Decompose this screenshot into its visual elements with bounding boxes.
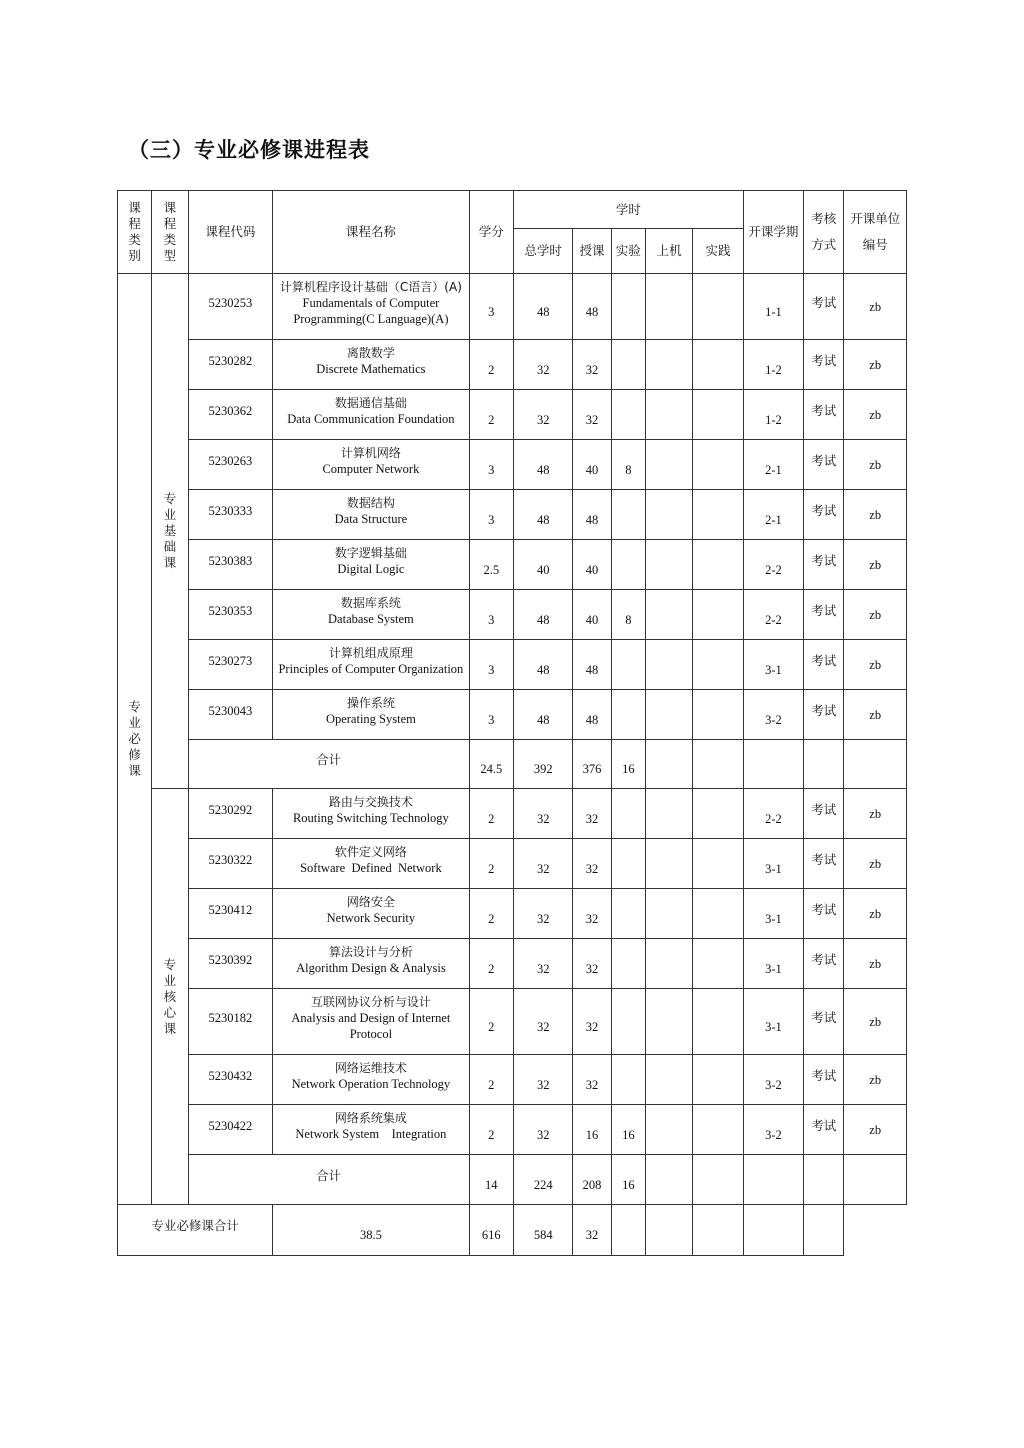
practice-cell (693, 340, 743, 390)
header-credit: 学分 (469, 191, 513, 274)
course-name (273, 390, 469, 440)
computer-cell (645, 889, 692, 939)
exam-cell: 考试 (804, 839, 844, 889)
course-name (273, 690, 469, 740)
dept-cell: zb (844, 690, 907, 740)
course-name (273, 440, 469, 490)
practice-cell (693, 839, 743, 889)
course-name (273, 274, 469, 340)
table-row (118, 1105, 907, 1155)
credit-cell: 2 (469, 989, 513, 1055)
exam-cell: 考试 (804, 340, 844, 390)
grand-total-credit: 38.5 (273, 1205, 469, 1256)
course-name-zh: 网络系统集成 (334, 1110, 407, 1125)
practice-cell (693, 490, 743, 540)
course-name-zh: 网络运维技术 (334, 1060, 407, 1075)
exam-cell: 考试 (804, 590, 844, 640)
grand-total-label: 专业必修课合计 (118, 1205, 273, 1256)
dept-cell: zb (844, 340, 907, 390)
course-name-en: Digital Logic (337, 561, 405, 576)
computer-cell (645, 440, 692, 490)
course-code: 5230333 (188, 490, 273, 540)
header-type: 课 程 类 型 (152, 191, 188, 274)
total-hours-cell: 48 (513, 274, 572, 340)
computer-cell (645, 1105, 692, 1155)
subtotal-lecture: 376 (573, 740, 611, 789)
computer-cell (645, 839, 692, 889)
semester-cell: 2-1 (743, 490, 803, 540)
course-code: 5230362 (188, 390, 273, 440)
course-name-en: Database System (328, 611, 414, 626)
course-name-zh: 互联网协议分析与设计 (310, 994, 431, 1009)
practice-cell (693, 789, 743, 839)
course-name-zh: 计算机网络 (340, 445, 401, 460)
lab-cell: 8 (611, 440, 645, 490)
grand-total-computer (611, 1205, 645, 1256)
semester-cell: 1-1 (743, 274, 803, 340)
course-name (273, 540, 469, 590)
dept-cell: zb (844, 1055, 907, 1105)
semester-cell: 3-1 (743, 939, 803, 989)
practice-cell (693, 989, 743, 1055)
course-name-zh: 数据结构 (346, 495, 395, 510)
course-name-zh: 路由与交换技术 (328, 794, 413, 809)
computer-cell (645, 690, 692, 740)
exam-cell: 考试 (804, 640, 844, 690)
semester-cell: 2-2 (743, 590, 803, 640)
credit-cell: 2 (469, 889, 513, 939)
semester-cell: 3-1 (743, 889, 803, 939)
lecture-cell: 48 (573, 490, 611, 540)
grand-total-practice (645, 1205, 692, 1256)
lecture-cell: 40 (573, 540, 611, 590)
practice-cell (693, 540, 743, 590)
practice-cell (693, 889, 743, 939)
computer-cell (645, 274, 692, 340)
category-cell: 专 业 必 修 课 (118, 274, 152, 1205)
table-row (118, 540, 907, 590)
header-lecture: 授课 (573, 229, 611, 274)
type-cell: 专 业 核 心 课 (152, 789, 188, 1205)
lecture-cell: 32 (573, 789, 611, 839)
grand-total-semester (693, 1205, 743, 1256)
subtotal-credit: 24.5 (469, 740, 513, 789)
course-code: 5230353 (188, 590, 273, 640)
dept-cell: zb (844, 789, 907, 839)
grand-total-row (118, 1205, 907, 1256)
lecture-cell: 48 (573, 274, 611, 340)
subtotal-practice (693, 740, 743, 789)
table-row (118, 939, 907, 989)
course-code: 5230182 (188, 989, 273, 1055)
subtotal-label: 合计 (188, 1155, 469, 1205)
total-hours-cell: 48 (513, 690, 572, 740)
credit-cell: 2 (469, 839, 513, 889)
lecture-cell: 32 (573, 1055, 611, 1105)
subtotal-dept (844, 740, 907, 789)
lecture-cell: 40 (573, 440, 611, 490)
header-name: 课程名称 (273, 191, 469, 274)
credit-cell: 3 (469, 590, 513, 640)
credit-cell: 2 (469, 1105, 513, 1155)
subtotal-row (118, 1155, 907, 1205)
subtotal-lab: 16 (611, 1155, 645, 1205)
semester-cell: 2-2 (743, 540, 803, 590)
grand-total-exam (743, 1205, 803, 1256)
course-code: 5230383 (188, 540, 273, 590)
table-row (118, 789, 907, 839)
header-category: 课 程 类 别 (118, 191, 152, 274)
course-name-zh: 网络安全 (346, 894, 395, 909)
total-hours-cell: 32 (513, 839, 572, 889)
header-semester: 开课学期 (743, 191, 803, 274)
course-code: 5230292 (188, 789, 273, 839)
subtotal-total-hours: 392 (513, 740, 572, 789)
dept-cell: zb (844, 274, 907, 340)
lab-cell (611, 490, 645, 540)
exam-cell: 考试 (804, 1055, 844, 1105)
header-code: 课程代码 (188, 191, 273, 274)
credit-cell: 2 (469, 340, 513, 390)
practice-cell (693, 1105, 743, 1155)
dept-cell: zb (844, 540, 907, 590)
course-name (273, 889, 469, 939)
course-code: 5230043 (188, 690, 273, 740)
computer-cell (645, 340, 692, 390)
table-row (118, 889, 907, 939)
subtotal-dept (844, 1155, 907, 1205)
table-row (118, 590, 907, 640)
exam-cell: 考试 (804, 540, 844, 590)
course-code: 5230273 (188, 640, 273, 690)
subtotal-total-hours: 224 (513, 1155, 572, 1205)
header-practice: 实践 (693, 229, 743, 274)
semester-cell: 1-2 (743, 390, 803, 440)
lab-cell (611, 390, 645, 440)
subtotal-label: 合计 (188, 740, 469, 789)
total-hours-cell: 32 (513, 1055, 572, 1105)
lab-cell (611, 274, 645, 340)
course-name-en: Routing Switching Technology (292, 810, 449, 825)
credit-cell: 3 (469, 690, 513, 740)
course-name (273, 340, 469, 390)
subtotal-semester (743, 1155, 803, 1205)
lecture-cell: 48 (573, 690, 611, 740)
exam-cell: 考试 (804, 274, 844, 340)
computer-cell (645, 540, 692, 590)
course-name-en: Principles of Computer Organization (278, 661, 464, 676)
course-name-zh: 计算机组成原理 (328, 645, 413, 660)
total-hours-cell: 32 (513, 390, 572, 440)
total-hours-cell: 48 (513, 590, 572, 640)
course-name-en: Data Communication Foundation (287, 411, 455, 426)
course-name-zh: 数字逻辑基础 (334, 545, 407, 560)
subtotal-computer (645, 740, 692, 789)
header-lab: 实验 (611, 229, 645, 274)
subtotal-lecture: 208 (573, 1155, 611, 1205)
grand-total-lecture: 584 (513, 1205, 572, 1256)
lab-cell (611, 839, 645, 889)
exam-cell: 考试 (804, 989, 844, 1055)
total-hours-cell: 48 (513, 640, 572, 690)
total-hours-cell: 32 (513, 789, 572, 839)
lecture-cell: 32 (573, 390, 611, 440)
semester-cell: 3-2 (743, 1055, 803, 1105)
exam-cell: 考试 (804, 1105, 844, 1155)
credit-cell: 3 (469, 274, 513, 340)
lab-cell: 8 (611, 590, 645, 640)
credit-cell: 3 (469, 490, 513, 540)
subtotal-lab: 16 (611, 740, 645, 789)
total-hours-cell: 32 (513, 340, 572, 390)
lecture-cell: 16 (573, 1105, 611, 1155)
credit-cell: 3 (469, 440, 513, 490)
course-name-zh: 数据库系统 (340, 595, 401, 610)
lab-cell (611, 1055, 645, 1105)
lecture-cell: 40 (573, 590, 611, 640)
credit-cell: 2.5 (469, 540, 513, 590)
credit-cell: 3 (469, 640, 513, 690)
semester-cell: 2-2 (743, 789, 803, 839)
total-hours-cell: 48 (513, 440, 572, 490)
practice-cell (693, 640, 743, 690)
course-name-zh: 离散数学 (346, 345, 395, 360)
subtotal-practice (693, 1155, 743, 1205)
subtotal-computer (645, 1155, 692, 1205)
lecture-cell: 32 (573, 839, 611, 889)
total-hours-cell: 32 (513, 989, 572, 1055)
lab-cell (611, 939, 645, 989)
total-hours-cell: 40 (513, 540, 572, 590)
semester-cell: 3-1 (743, 640, 803, 690)
total-hours-cell: 32 (513, 1105, 572, 1155)
course-code: 5230282 (188, 340, 273, 390)
grand-total-total-hours: 616 (469, 1205, 513, 1256)
lecture-cell: 32 (573, 889, 611, 939)
total-hours-cell: 48 (513, 490, 572, 540)
course-code: 5230422 (188, 1105, 273, 1155)
course-name-en: Algorithm Design & Analysis (296, 960, 446, 975)
course-name-en: Analysis and Design of Internet Protocol (291, 1010, 454, 1041)
dept-cell: zb (844, 989, 907, 1055)
lecture-cell: 32 (573, 939, 611, 989)
table-row (118, 440, 907, 490)
course-name-zh: 算法设计与分析 (328, 944, 413, 959)
course-name-zh: 操作系统 (346, 695, 395, 710)
course-name-en: Operating System (325, 711, 416, 726)
exam-cell: 考试 (804, 939, 844, 989)
course-code: 5230412 (188, 889, 273, 939)
course-schedule-table (117, 190, 907, 1256)
course-name-zh: 软件定义网络 (334, 844, 407, 859)
computer-cell (645, 590, 692, 640)
practice-cell (693, 939, 743, 989)
course-name-en: Network Security (326, 910, 416, 925)
computer-cell (645, 1055, 692, 1105)
course-name-en: Fundamentals of Computer Programming(C Language)(A) (293, 295, 449, 326)
computer-cell (645, 789, 692, 839)
course-name (273, 939, 469, 989)
course-name-en: Network Operation Technology (291, 1076, 451, 1091)
semester-cell: 3-1 (743, 839, 803, 889)
practice-cell (693, 1055, 743, 1105)
computer-cell (645, 390, 692, 440)
header-total-hours: 总学时 (513, 229, 572, 274)
table-row (118, 1055, 907, 1105)
exam-cell: 考试 (804, 690, 844, 740)
lecture-cell: 32 (573, 989, 611, 1055)
exam-cell: 考试 (804, 390, 844, 440)
lab-cell (611, 540, 645, 590)
lab-cell (611, 989, 645, 1055)
course-name-zh: 数据通信基础 (334, 395, 407, 410)
credit-cell: 2 (469, 1055, 513, 1105)
semester-cell: 1-2 (743, 340, 803, 390)
lecture-cell: 32 (573, 340, 611, 390)
practice-cell (693, 690, 743, 740)
exam-cell: 考试 (804, 889, 844, 939)
course-code: 5230263 (188, 440, 273, 490)
dept-cell: zb (844, 1105, 907, 1155)
computer-cell (645, 939, 692, 989)
course-name-en: Software Defined Network (300, 860, 442, 875)
course-code: 5230253 (188, 274, 273, 340)
grand-total-dept (804, 1205, 844, 1256)
exam-cell: 考试 (804, 440, 844, 490)
course-name-zh: 计算机程序设计基础（C语言）(A) (279, 279, 462, 294)
subtotal-exam (804, 740, 844, 789)
course-name (273, 590, 469, 640)
course-name-en: Computer Network (322, 461, 420, 476)
course-name-en: Data Structure (334, 511, 408, 526)
dept-cell: zb (844, 939, 907, 989)
lab-cell (611, 789, 645, 839)
dept-cell: zb (844, 640, 907, 690)
table-row (118, 274, 907, 340)
computer-cell (645, 640, 692, 690)
computer-cell (645, 490, 692, 540)
practice-cell (693, 440, 743, 490)
practice-cell (693, 390, 743, 440)
practice-cell (693, 590, 743, 640)
table-row (118, 390, 907, 440)
dept-cell: zb (844, 889, 907, 939)
dept-cell: zb (844, 839, 907, 889)
type-cell: 专 业 基 础 课 (152, 274, 188, 789)
course-name (273, 989, 469, 1055)
lab-cell (611, 889, 645, 939)
table-row (118, 690, 907, 740)
total-hours-cell: 32 (513, 889, 572, 939)
table-row (118, 490, 907, 540)
course-name (273, 789, 469, 839)
lab-cell (611, 340, 645, 390)
semester-cell: 3-1 (743, 989, 803, 1055)
subtotal-credit: 14 (469, 1155, 513, 1205)
credit-cell: 2 (469, 789, 513, 839)
table-row (118, 989, 907, 1055)
course-name-en: Network System Integration (295, 1126, 447, 1141)
computer-cell (645, 989, 692, 1055)
semester-cell: 3-2 (743, 690, 803, 740)
header-exam: 考核 方式 (804, 191, 844, 274)
lab-cell: 16 (611, 1105, 645, 1155)
lecture-cell: 48 (573, 640, 611, 690)
exam-cell: 考试 (804, 789, 844, 839)
subtotal-semester (743, 740, 803, 789)
semester-cell: 2-1 (743, 440, 803, 490)
semester-cell: 3-2 (743, 1105, 803, 1155)
course-name (273, 1105, 469, 1155)
practice-cell (693, 274, 743, 340)
course-name (273, 490, 469, 540)
course-code: 5230432 (188, 1055, 273, 1105)
subtotal-row (118, 740, 907, 789)
dept-cell: zb (844, 590, 907, 640)
course-name (273, 839, 469, 889)
course-name (273, 640, 469, 690)
course-code: 5230392 (188, 939, 273, 989)
dept-cell: zb (844, 490, 907, 540)
grand-total-lab: 32 (573, 1205, 611, 1256)
table-row (118, 640, 907, 690)
subtotal-exam (804, 1155, 844, 1205)
exam-cell: 考试 (804, 490, 844, 540)
header-hours: 学时 (513, 191, 743, 229)
header-computer: 上机 (645, 229, 692, 274)
lab-cell (611, 690, 645, 740)
total-hours-cell: 32 (513, 939, 572, 989)
dept-cell: zb (844, 440, 907, 490)
lab-cell (611, 640, 645, 690)
course-name-en: Discrete Mathematics (316, 361, 426, 376)
course-code: 5230322 (188, 839, 273, 889)
page-title: （三）专业必修课进程表 (128, 138, 370, 162)
header-dept: 开课单位 编号 (844, 191, 907, 274)
table-row (118, 839, 907, 889)
credit-cell: 2 (469, 390, 513, 440)
credit-cell: 2 (469, 939, 513, 989)
course-name (273, 1055, 469, 1105)
dept-cell: zb (844, 390, 907, 440)
table-row (118, 340, 907, 390)
